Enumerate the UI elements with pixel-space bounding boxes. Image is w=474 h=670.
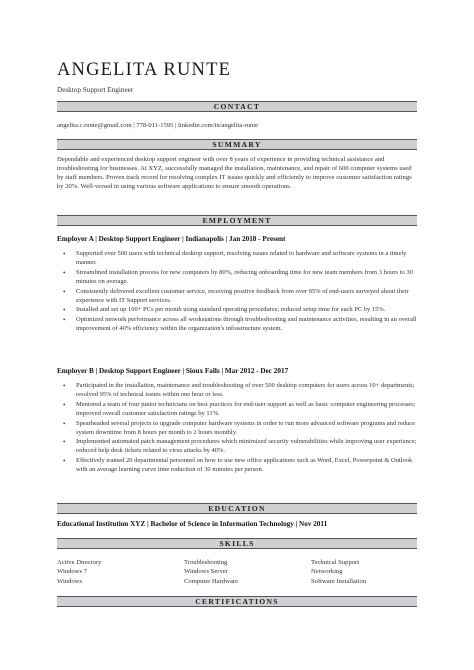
skill-item: Computer Hardware	[184, 577, 239, 585]
skill-item: Troubleshooting	[184, 559, 228, 566]
candidate-name: ANGELITA RUNTE	[57, 60, 232, 80]
list-item: • Spearheaded several projects to upgrade computer hardware systems in order to run more advanced software programs and reduce system downtime from 8 hours per month to 2 hours monthly.	[57, 420, 417, 438]
employment-heading: EMPLOYMENT	[57, 215, 417, 226]
list-item: • Consistently delivered excellent customer service, receiving positive feedback from over 95% of end-users surveyed about their experience with IT Support services.	[57, 288, 417, 306]
education-line: Educational Institution XYZ | Bachelor of Science in Information Technology | Nov 2011	[57, 520, 328, 528]
skill-item: Windows	[57, 577, 83, 585]
skill-item: Technical Support	[311, 559, 360, 566]
skill-item: Windows Server	[184, 568, 228, 576]
skill-item: Windows 7	[57, 568, 87, 576]
certifications-heading: CERTIFICATIONS	[57, 596, 417, 607]
summary-text: Dependable and experienced desktop support engineer with over 8 years of experience in providing technical assistance and troubleshooting for businesses. At XYZ, successfully managed the installation, maintenance, and repair of 600 computer systems used by staff members. Proven track record for resolving complex IT issues quickly and efficiently to improve customer satisfaction ratings by 20%. Well-versed in using various software applications to ensure smooth operations.	[57, 156, 412, 191]
education-heading: EDUCATION	[57, 503, 417, 514]
list-item: • Supported over 500 users with technical desktop support, resolving issues related to hardware and software systems in a timely manner.	[57, 250, 417, 268]
job-2-bullets	[57, 382, 417, 476]
job-header-1: Employer A | Desktop Support Engineer | Indianapolis | Jan 2018 - Present	[57, 235, 286, 243]
contact-line: angelita.c.runte@gmail.com | 778-011-1595 | linkedin.com/in/angelita-runte	[57, 122, 259, 129]
candidate-title: Desktop Support Engineer	[57, 86, 134, 94]
list-item: • Installed and set up 100+ PCs per month using standard operating procedures; reduced setup time for each PC by 15%.	[57, 306, 417, 315]
summary-heading: SUMMARY	[57, 139, 417, 150]
skill-item: Active Directory	[57, 559, 102, 566]
contact-heading: CONTACT	[57, 101, 417, 112]
list-item: • Implemented automated patch management procedures which minimized security vulnerabilities while improving user experience; reduced help desk tickets related to virus attacks by 40%.	[57, 438, 417, 456]
list-item: • Streamlined installation process for new computers by 80%, reducing onboarding time for new team members from 3 hours to 30 minutes on average.	[57, 269, 417, 287]
list-item: • Optimized network performance across all workstations through troubleshooting and maintenance activities, resulting in an overall improvement of 40% efficiency within the organization's infrastructure system.	[57, 316, 417, 334]
skill-item: Software Installation	[311, 577, 367, 585]
skill-item: Networking	[311, 568, 343, 576]
list-item: • Effectively trained 20 departmental personnel on how to use new office applications such as Word, Excel, Powerpoint & Outlook with an average learning curve time reduction of 30 minutes per person.	[57, 457, 417, 475]
list-item: • Participated in the installation, maintenance and troubleshooting of over 500 desktop computers for users across 10+ departments; resolved 95% of technical issues within one hour or less.	[57, 382, 417, 400]
job-1-bullets	[57, 250, 417, 335]
skills-grid	[57, 558, 417, 586]
job-header-2: Employer B | Desktop Support Engineer | Sioux Falls | Mar 2012 - Dec 2017	[57, 367, 289, 375]
list-item: • Mentored a team of four junior technicians on best practices for end-user support as well as basic computer engineering processes; improved overall customer satisfaction ratings by 11%.	[57, 401, 417, 419]
skills-heading: SKILLS	[57, 538, 417, 549]
